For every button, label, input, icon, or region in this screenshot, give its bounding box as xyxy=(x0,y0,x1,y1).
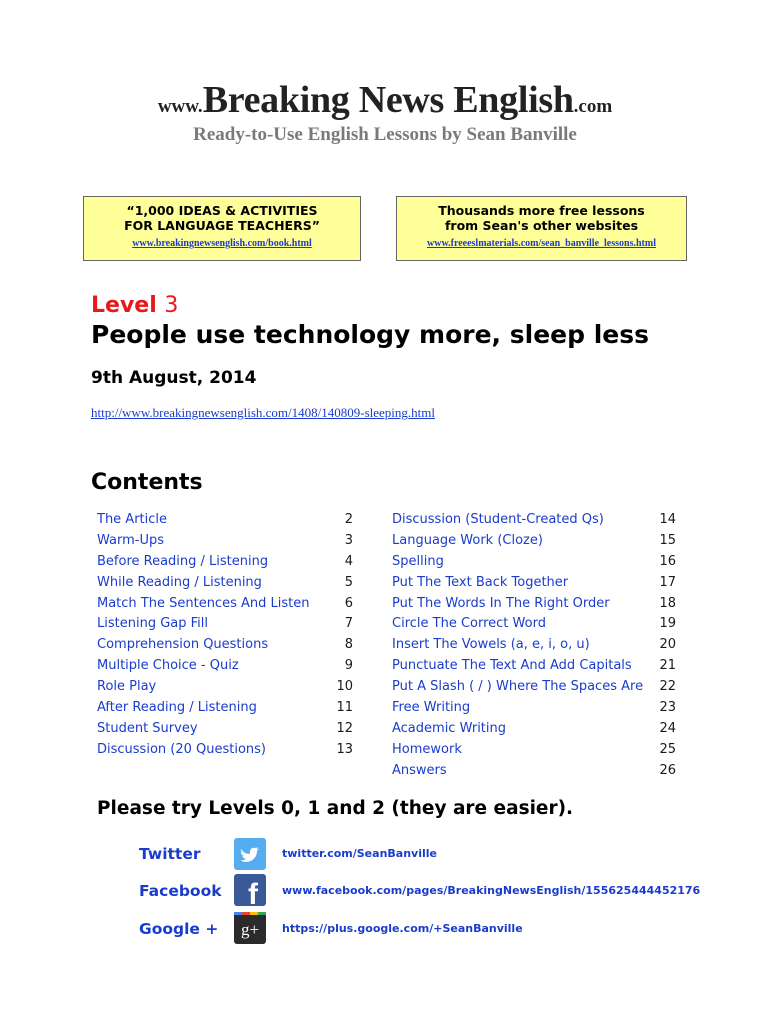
facebook-label: Facebook xyxy=(139,882,222,900)
toc-item-title: Comprehension Questions xyxy=(97,637,269,653)
book-promo-line2: FOR LANGUAGE TEACHERS” xyxy=(124,218,320,233)
toc-item[interactable] xyxy=(97,614,353,635)
toc-item-title: While Reading / Listening xyxy=(97,574,262,590)
contents-list-right xyxy=(392,510,676,782)
toc-item[interactable] xyxy=(392,677,676,698)
more-lessons-line2: from Sean's other websites xyxy=(444,218,639,233)
toc-item-page: 2 xyxy=(344,512,353,527)
toc-item-page: 11 xyxy=(336,700,353,716)
try-other-levels: Please try Levels 0, 1 and 2 (they are easier). xyxy=(97,798,574,819)
toc-item[interactable] xyxy=(392,719,676,740)
more-lessons-promo-box xyxy=(396,196,687,261)
toc-item-page: 24 xyxy=(659,720,676,736)
toc-item[interactable] xyxy=(392,635,676,656)
google-plus-row xyxy=(0,912,770,948)
toc-item-title: The Article xyxy=(97,512,168,527)
toc-item-page: 8 xyxy=(344,637,353,653)
toc-item-title: Multiple Choice - Quiz xyxy=(97,658,239,674)
toc-item-page: 7 xyxy=(344,616,353,632)
book-promo-line1: “1,000 IDEAS & ACTIVITIES xyxy=(126,203,318,218)
contents-heading: Contents xyxy=(91,470,203,495)
toc-item[interactable] xyxy=(392,614,676,635)
toc-item-title: Academic Writing xyxy=(392,720,507,736)
toc-item-page: 3 xyxy=(344,532,353,548)
toc-item-title: Put The Words In The Right Order xyxy=(392,595,610,611)
toc-item-page: 12 xyxy=(336,720,353,736)
twitter-row xyxy=(0,838,770,874)
book-promo-link[interactable]: www.breakingnewsenglish.com/book.html xyxy=(132,238,312,249)
toc-item[interactable] xyxy=(97,677,353,698)
toc-item-title: Insert The Vowels (a, e, i, o, u) xyxy=(392,637,590,653)
google-plus-label: Google + xyxy=(139,920,219,938)
toc-item-page: 20 xyxy=(659,637,676,653)
book-promo-title xyxy=(84,203,360,233)
toc-item-page: 22 xyxy=(659,679,676,695)
twitter-icon[interactable] xyxy=(234,838,266,870)
toc-item[interactable] xyxy=(392,552,676,573)
toc-item[interactable] xyxy=(392,594,676,615)
toc-item[interactable] xyxy=(97,573,353,594)
toc-item-title: Put The Text Back Together xyxy=(392,574,569,590)
lesson-date: 9th August, 2014 xyxy=(91,368,257,388)
toc-item-title: Answers xyxy=(392,762,447,778)
level-number: 3 xyxy=(164,293,179,318)
more-lessons-link[interactable]: www.freeeslmaterials.com/sean_banville_lessons.html xyxy=(427,238,656,249)
toc-item[interactable] xyxy=(97,719,353,740)
toc-item-title: Punctuate The Text And Add Capitals xyxy=(392,658,632,674)
toc-item-title: Discussion (Student-Created Qs) xyxy=(392,512,604,527)
lesson-headline: People use technology more, sleep less xyxy=(91,320,650,349)
masthead-prefix: www. xyxy=(157,96,203,117)
toc-item-page: 26 xyxy=(659,762,676,778)
toc-item-title: Homework xyxy=(392,741,462,757)
toc-item-page: 17 xyxy=(659,574,676,590)
site-tagline: Ready-to-Use English Lessons by Sean Banville xyxy=(193,124,577,145)
more-lessons-line1: Thousands more free lessons xyxy=(438,203,645,218)
google-plus-link[interactable]: https://plus.google.com/+SeanBanville xyxy=(282,922,523,935)
level-indicator xyxy=(91,293,178,318)
toc-item[interactable] xyxy=(97,510,353,531)
toc-item-page: 6 xyxy=(344,595,353,611)
masthead-suffix: .com xyxy=(573,96,613,117)
facebook-icon[interactable] xyxy=(234,874,266,906)
toc-item[interactable] xyxy=(392,740,676,761)
toc-item-page: 10 xyxy=(336,679,353,695)
toc-item[interactable] xyxy=(392,510,676,531)
twitter-label: Twitter xyxy=(139,845,201,863)
toc-item-page: 18 xyxy=(659,595,676,611)
toc-item[interactable] xyxy=(392,656,676,677)
toc-item-title: Discussion (20 Questions) xyxy=(97,741,266,757)
twitter-link[interactable]: twitter.com/SeanBanville xyxy=(282,847,437,860)
contents-list-left xyxy=(97,510,353,761)
toc-item-title: Student Survey xyxy=(97,720,198,736)
toc-item-title: Circle The Correct Word xyxy=(392,616,546,632)
toc-item-page: 4 xyxy=(344,553,353,569)
google-plus-icon-glyph: g+ xyxy=(240,920,260,939)
toc-item[interactable] xyxy=(97,635,353,656)
toc-item[interactable] xyxy=(392,573,676,594)
toc-item-page: 16 xyxy=(659,553,676,569)
site-masthead xyxy=(0,78,770,122)
toc-item-page: 15 xyxy=(659,532,676,548)
toc-item[interactable] xyxy=(392,698,676,719)
toc-item[interactable] xyxy=(97,698,353,719)
facebook-link[interactable]: www.facebook.com/pages/BreakingNewsEnglish/155625444452176 xyxy=(282,884,701,897)
toc-item-title: Match The Sentences And Listen xyxy=(97,595,310,611)
toc-item[interactable] xyxy=(97,656,353,677)
toc-item[interactable] xyxy=(97,594,353,615)
toc-item[interactable] xyxy=(97,740,353,761)
toc-item-title: After Reading / Listening xyxy=(97,700,257,716)
toc-item-page: 21 xyxy=(659,658,676,674)
toc-item-title: Put A Slash ( / ) Where The Spaces Are xyxy=(392,679,644,695)
toc-item[interactable] xyxy=(392,531,676,552)
toc-item-title: Spelling xyxy=(392,553,444,569)
facebook-icon-glyph: f xyxy=(248,878,258,906)
toc-item[interactable] xyxy=(97,552,353,573)
article-url-link[interactable]: http://www.breakingnewsenglish.com/1408/140809-sleeping.html xyxy=(91,405,435,420)
toc-item[interactable] xyxy=(97,531,353,552)
toc-item-title: Listening Gap Fill xyxy=(97,616,208,632)
toc-item-page: 13 xyxy=(336,741,353,757)
masthead-brand: Breaking News English xyxy=(202,79,574,121)
toc-item-page: 23 xyxy=(659,700,676,716)
toc-item-title: Free Writing xyxy=(392,700,471,716)
toc-item-page: 25 xyxy=(659,741,676,757)
toc-item-page: 14 xyxy=(659,512,676,527)
toc-item-page: 9 xyxy=(344,658,353,674)
toc-item-title: Language Work (Cloze) xyxy=(392,532,543,548)
toc-item-title: Before Reading / Listening xyxy=(97,553,269,569)
toc-item-page: 19 xyxy=(659,616,676,632)
more-lessons-title xyxy=(397,203,686,233)
book-promo-box xyxy=(83,196,361,261)
toc-item-title: Warm-Ups xyxy=(97,532,164,548)
toc-item[interactable] xyxy=(392,761,676,782)
facebook-row xyxy=(0,874,770,910)
level-label: Level xyxy=(91,293,157,318)
google-plus-icon[interactable] xyxy=(234,912,266,944)
toc-item-page: 5 xyxy=(344,574,353,590)
toc-item-title: Role Play xyxy=(97,679,157,695)
